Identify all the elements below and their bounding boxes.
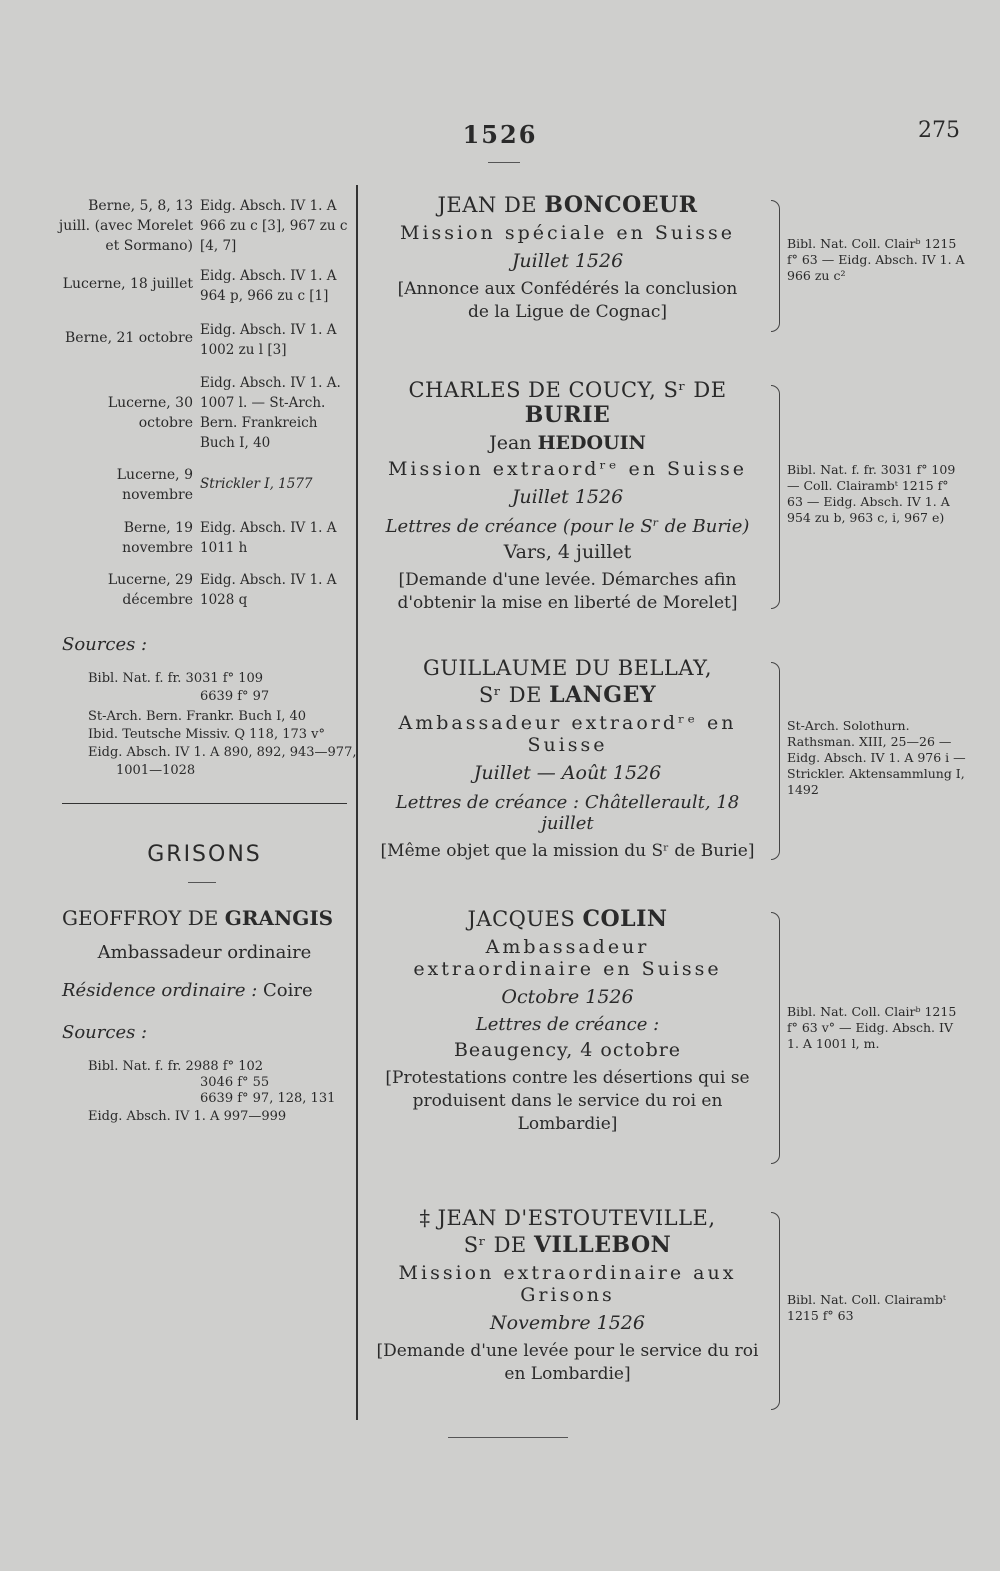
mission-note: [Protestations contre les désertions qui se produisent dans le service du roi en Lombardie] (385, 1068, 750, 1134)
source-line: St-Arch. Bern. Frankr. Buch I, 40 (88, 709, 307, 724)
source-line: Eidg. Absch. IV 1. A 890, 892, 943—977, (88, 745, 357, 760)
envoy-name: GUILLAUME DU BELLAY, (422, 656, 713, 680)
envoy-name: JACQUES COLIN (467, 906, 668, 932)
mission-entry (365, 1206, 770, 1386)
stay-date: Berne, 21 octobre (65, 330, 193, 346)
mission-date: Juillet — Août 1526 (473, 762, 662, 784)
grisons-envoy-name: GEOFFROY DE GRANGIS (62, 906, 334, 930)
stay-date: Berne, 5, 8, 13 juill. (avec Morelet et Sormano) (58, 198, 193, 254)
section-title-divider (188, 882, 216, 883)
envoy-name-line2: Sʳ DE VILLEBON (463, 1232, 672, 1258)
mission-note: [Demande d'une levée pour le service du roi en Lombardie] (376, 1341, 759, 1384)
stay-ref: Eidg. Absch. IV 1. A 966 zu c [3], 967 zu c [4, 7] (200, 198, 348, 254)
envoy-name: ‡ JEAN D'ESTOUTEVILLE, (419, 1206, 716, 1230)
mission-entry (365, 656, 770, 863)
mission-refs: St-Arch. Solothurn. Rathsman. XIII, 25—26 — Eidg. Absch. IV 1. A 976 i — Strickler. Aktensammlung I, 1492 (787, 718, 966, 797)
mission-place: Beaugency, 4 octobre (453, 1039, 682, 1061)
column-divider (356, 185, 358, 1420)
mission-note: [Demande d'une levée. Démarches afin d'obtenir la mise en liberté de Morelet] (397, 570, 738, 613)
grisons-sources-title: Sources : (62, 1022, 148, 1043)
grisons-residence: Résidence ordinaire : Coire (62, 980, 313, 1001)
mission-refs: Bibl. Nat. f. fr. 3031 f° 109 — Coll. Clairambᵗ 1215 f° 63 — Eidg. Absch. IV 1. A 954 zu b, 963 c, i, 967 e) (787, 462, 956, 525)
bracket (771, 662, 780, 860)
mission-date: Juillet 1526 (511, 250, 624, 272)
mission-refs: Bibl. Nat. Coll. Clairambᵗ 1215 f° 63 (787, 1292, 946, 1323)
mission-letters: Lettres de créance : (475, 1014, 660, 1035)
mission-type: Mission spéciale en Suisse (400, 222, 735, 244)
mission-place: Vars, 4 juillet (503, 541, 632, 563)
stay-date: Lucerne, 18 juillet (62, 276, 193, 292)
mission-type: Mission extraordinaire aux Grisons (398, 1262, 737, 1306)
stay-ref: Eidg. Absch. IV 1. A. 1007 l. — St-Arch. Bern. Frankreich Buch I, 40 (200, 375, 341, 451)
stay-ref: Eidg. Absch. IV 1. A 1011 h (200, 520, 337, 556)
source-line: Eidg. Absch. IV 1. A 997—999 (88, 1109, 287, 1124)
section-divider (62, 803, 347, 804)
mission-note: [Même objet que la mission du Sʳ de Burie] (380, 841, 755, 861)
source-line: Bibl. Nat. f. fr. 3031 f° 109 (88, 671, 264, 686)
mission-type: Ambassadeur extraordinaire en Suisse (413, 936, 722, 980)
source-line: 6639 f° 97, 128, 131 (200, 1091, 336, 1106)
mission-date: Octobre 1526 (501, 986, 634, 1008)
source-line: Bibl. Nat. f. fr. 2988 f° 102 (88, 1059, 264, 1074)
mission-date: Juillet 1526 (511, 486, 624, 508)
stay-ref: Eidg. Absch. IV 1. A 1002 zu l [3] (200, 322, 337, 358)
source-line: 1001—1028 (116, 763, 196, 778)
stay-ref: Eidg. Absch. IV 1. A 964 p, 966 zu c [1] (200, 268, 337, 304)
bracket (771, 912, 780, 1164)
stay-ref: Eidg. Absch. IV 1. A 1028 q (200, 572, 337, 608)
mission-entry (365, 378, 770, 615)
mission-type: Mission extraordʳᵉ en Suisse (387, 458, 748, 480)
stay-ref: Strickler I, 1577 (200, 476, 313, 492)
mission-letters: Lettres de créance (pour le Sʳ de Burie) (385, 516, 750, 537)
mission-entry (365, 906, 770, 1136)
bracket (771, 200, 780, 332)
source-line: 6639 f° 97 (200, 689, 270, 704)
page-number: 275 (918, 118, 960, 143)
end-divider (448, 1437, 568, 1438)
mission-refs: Bibl. Nat. Coll. Clairᵇ 1215 f° 63 v° — Eidg. Absch. IV 1. A 1001 l, m. (787, 1004, 957, 1051)
envoy-name-line2: Sʳ DE LANGEY (478, 682, 657, 708)
sources-title: Sources : (62, 634, 148, 655)
stay-date: Lucerne, 29 décembre (107, 572, 193, 608)
mission-entry (365, 192, 770, 324)
envoy-name: CHARLES DE COUCY, Sʳ DE BURIE (408, 378, 727, 428)
bracket (771, 1212, 780, 1410)
envoy-name: JEAN DE BONCOEUR (437, 192, 698, 218)
mission-refs: Bibl. Nat. Coll. Clairᵇ 1215 f° 63 — Eidg. Absch. IV 1. A 966 zu c² (787, 236, 965, 283)
bracket (771, 385, 780, 609)
mission-date: Novembre 1526 (490, 1312, 645, 1334)
section-title: GRISONS (147, 842, 262, 867)
envoy-second-name: Jean HEDOUIN (489, 432, 646, 454)
source-line: 3046 f° 55 (200, 1075, 270, 1090)
grisons-envoy-role: Ambassadeur ordinaire (97, 942, 312, 963)
stay-date: Lucerne, 30 octobre (107, 395, 193, 431)
header-divider (488, 162, 520, 163)
page-year: 1526 (462, 120, 538, 149)
mission-note: [Annonce aux Confédérés la conclusion de la Ligue de Cognac] (397, 279, 738, 322)
mission-type: Ambassadeur extraordʳᵉ en Suisse (398, 712, 737, 756)
stay-date: Lucerne, 9 novembre (116, 467, 193, 503)
source-line: Ibid. Teutsche Missiv. Q 118, 173 v° (88, 727, 325, 742)
stay-date: Berne, 19 novembre (122, 520, 193, 556)
mission-letters: Lettres de créance : Châtellerault, 18 juillet (395, 792, 740, 834)
